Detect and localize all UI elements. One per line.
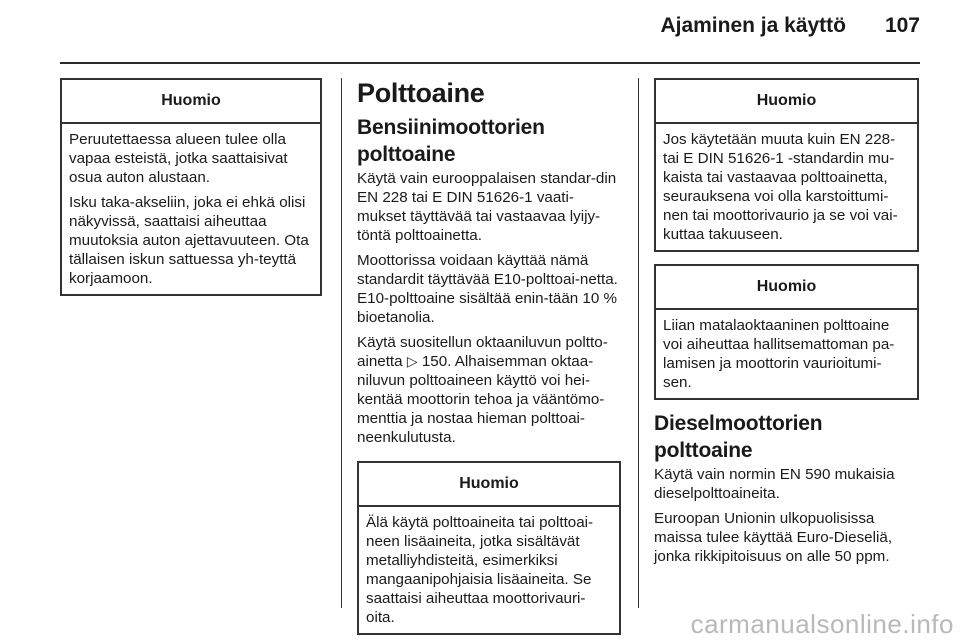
notice-box: [654, 78, 919, 252]
body-paragraph: Käytä vain normin EN 590 mukaisia dieselpolttoaineita.: [654, 466, 895, 502]
notice-paragraph: Jos käytetään muuta kuin EN 228-tai E DIN 51626-1 -standardin mu-kaista tai vastaavaa polttoainetta, seurauksena voi olla karstoittumi-nen tai moottorivaurio ja se voi vai-kuttaa takuuseen.: [663, 131, 898, 243]
column-3: [654, 78, 919, 572]
notice-box: [357, 461, 621, 635]
subsection-heading: Dieselmoottorien polttoaine: [654, 412, 823, 462]
notice-body: [656, 310, 917, 398]
column-1: [60, 78, 322, 296]
notice-body: [656, 124, 917, 250]
paragraph-text: 150. Alhaisemman oktaa-niluvun polttoaineen käyttö voi hei-kentää moottorin tehoa ja vääntömo-menttia ja nostaa hieman polttoai-neenkulutusta.: [357, 353, 605, 446]
notice-body: [359, 507, 619, 633]
notice-title: Huomio: [656, 266, 917, 310]
notice-body: [62, 124, 320, 294]
column-divider: [638, 78, 639, 608]
column-divider: [341, 78, 342, 608]
column-2: [357, 78, 621, 635]
notice-title: Huomio: [359, 463, 619, 507]
notice-paragraph: Älä käytä polttoaineita tai polttoai-neen lisäaineita, jotka sisältävät metalliyhdisteitä, esimerkiksi mangaanipohjaisia lisäaineita. Se saattaisi aiheuttaa moottorivauri-oita.: [366, 514, 594, 626]
body-paragraph: Euroopan Unionin ulkopuolisissa maissa tulee käyttää Euro-Dieseliä, jonka rikkipitoisuus on alle 50 ppm.: [654, 510, 893, 565]
section-heading: Polttoaine: [357, 78, 485, 108]
body-paragraph: Moottorissa voidaan käyttää nämä standardit täyttävää E10-polttoai-netta. E10-polttoaine sisältää enin-tään 10 % bioetanolia.: [357, 252, 618, 326]
notice-title: Huomio: [62, 80, 320, 124]
notice-box: [60, 78, 322, 296]
notice-paragraph: Isku taka-akseliin, joka ei ehkä olisi näkyvissä, saattaisi aiheuttaa muutoksia auton ajettavuuteen. Ota tällaisen iskun sattuessa yh-teyttä korjaamoon.: [69, 194, 309, 287]
header-rule: [60, 62, 920, 64]
page-number: 107: [884, 14, 920, 37]
subsection-heading: Bensiinimoottorien polttoaine: [357, 116, 545, 166]
notice-paragraph: Liian matalaoktaaninen polttoaine voi aiheuttaa hallitsemattoman pa-lamisen ja moottorin vaurioitumi-sen.: [663, 317, 895, 391]
body-text: [357, 169, 621, 447]
section-title: Ajaminen ja käyttö: [660, 14, 846, 37]
notice-box: [654, 264, 919, 400]
notice-title: Huomio: [656, 80, 917, 124]
body-text: [654, 465, 919, 566]
page-header: [60, 14, 920, 44]
body-paragraph: Käytä vain eurooppalaisen standar-din EN 228 tai E DIN 51626-1 vaati-mukset täyttävää tai vastaavaa lyijy-töntä polttoainetta.: [357, 170, 617, 244]
watermark-logo: carmanualsonline.info: [690, 609, 954, 639]
body-paragraph: [357, 333, 621, 447]
notice-paragraph: Peruutettaessa alueen tulee olla vapaa esteistä, jotka saattaisivat osua auton alustaan.: [69, 131, 288, 186]
paragraph-text: Käytä suositellun oktaaniluvun poltto-ainetta: [357, 334, 608, 370]
page-reference-triangle-icon[interactable]: ▷: [406, 353, 418, 369]
